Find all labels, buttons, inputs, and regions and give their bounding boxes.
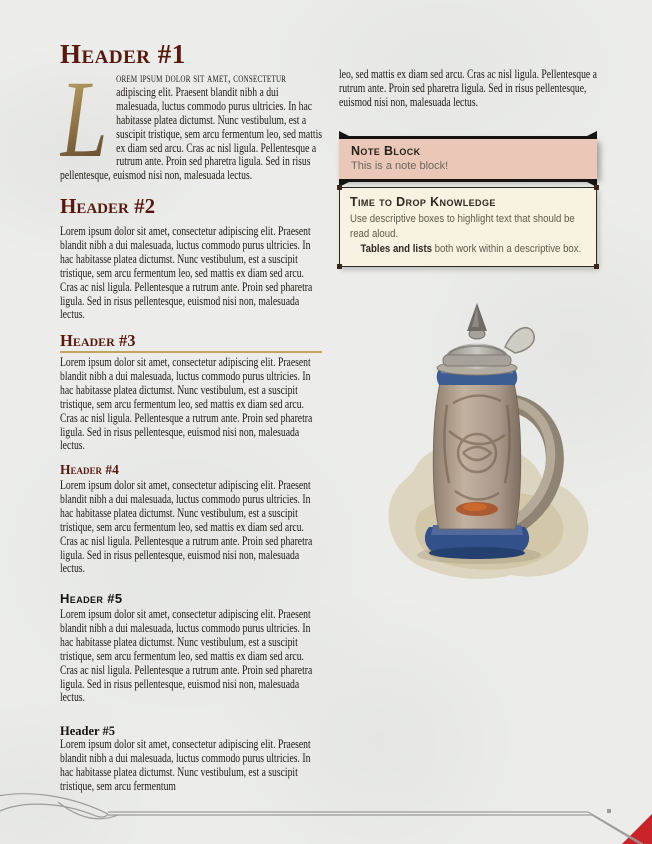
corner-dot-icon	[337, 264, 342, 269]
paragraph-5: Lorem ipsum dolor sit amet, consectetur adipiscing elit. Praesent blandit nibh a dui malesuada, luctus commodo purus ultricies. In hac habitasse platea dictumst. Nunc vestibulum, est a suscipit tristique, sem arcu fermentum leo, sed mattis ex diam sed arcu. Cras ac nisl ligula. Pellentesque a rutrum ante. Proin sed pharetra ligula. Sed in risus pellentesque, euismod nisi non, malesuada lectus.	[60, 607, 313, 705]
footer-ornament	[0, 790, 652, 844]
heading-2: Header #2	[60, 194, 156, 218]
lead-paragraph	[60, 58, 323, 183]
note-block	[339, 131, 597, 187]
heading-5: Header #5	[60, 591, 123, 606]
heading-3: Header #3	[60, 332, 322, 353]
corner-dot-icon	[337, 185, 342, 190]
descriptive-box-title: Time to Drop Knowledge	[350, 195, 496, 209]
continuation-paragraph: leo, sed mattis ex diam sed arcu. Cras ac nisl ligula. Pellentesque a rutrum ante. Proin sed pharetra ligula. Sed in risus pellentesque, euismod nisi non, malesuada lectus.	[339, 67, 597, 109]
heading-1: Header #1	[60, 39, 186, 69]
corner-dot-icon	[594, 264, 599, 269]
lead-body: adipiscing elit. Praesent blandit nibh a dui malesuada, luctus commodo purus ultricies. In hac habitasse platea dictumst. Nunc vestibulum, est a suscipit tristique, sem arcu fermentum leo, sed mattis ex diam sed arcu. Cras ac nisl ligula. Pellentesque a rutrum ante. Proin sed pharetra ligula. Sed in risus pellentesque, euismod nisi non, malesuada lectus.	[60, 84, 323, 183]
drop-cap: L	[60, 58, 108, 180]
corner-red-triangle-icon	[622, 814, 652, 844]
descriptive-box	[339, 187, 597, 267]
paragraph-4: Lorem ipsum dolor sit amet, consectetur adipiscing elit. Praesent blandit nibh a dui malesuada, luctus commodo purus ultricies. In hac habitasse platea dictumst. Nunc vestibulum, est a suscipit tristique, sem arcu fermentum leo, sed mattis ex diam sed arcu. Cras ac nisl ligula. Pellentesque a rutrum ante. Proin sed pharetra ligula. Sed in risus pellentesque, euismod nisi non, malesuada lectus.	[60, 478, 313, 576]
descriptive-box-line2: Tables and lists both work within a descriptive box.	[360, 243, 582, 255]
note-top-banner-bar	[339, 131, 597, 139]
paragraph-6: Lorem ipsum dolor sit amet, consectetur adipiscing elit. Praesent blandit nibh a dui malesuada, luctus commodo purus ultricies. In hac habitasse platea dictumst. Nunc vestibulum, est a suscipit tristique, sem arcu fermentum	[60, 737, 311, 793]
note-block-title: Note Block	[351, 144, 421, 158]
note-bottom-banner-bar	[339, 179, 597, 187]
corner-dot-icon	[594, 185, 599, 190]
descriptive-box-line1: Use descriptive boxes to highlight text that should be read aloud.	[350, 213, 575, 240]
stein-image	[359, 285, 599, 585]
note-block-text: This is a note block!	[351, 160, 449, 172]
heading-6: Header #5	[60, 724, 115, 738]
lead-smallcaps: orem ipsum dolor sit amet, consectetur	[116, 71, 287, 85]
footer-dot-icon	[607, 809, 611, 813]
heading-4: Header #4	[60, 462, 119, 477]
paragraph-2: Lorem ipsum dolor sit amet, consectetur adipiscing elit. Praesent blandit nibh a dui malesuada, luctus commodo purus ultricies. In hac habitasse platea dictumst. Nunc vestibulum, est a suscipit tristique, sem arcu fermentum leo, sed mattis ex diam sed arcu. Cras ac nisl ligula. Pellentesque a rutrum ante. Proin sed pharetra ligula. Sed in risus pellentesque, euismod nisi non, malesuada lectus.	[60, 224, 313, 322]
paragraph-3: Lorem ipsum dolor sit amet, consectetur adipiscing elit. Praesent blandit nibh a dui malesuada, luctus commodo purus ultricies. In hac habitasse platea dictumst. Nunc vestibulum, est a suscipit tristique, sem arcu fermentum leo, sed mattis ex diam sed arcu. Cras ac nisl ligula. Pellentesque a rutrum ante. Proin sed pharetra ligula. Sed in risus pellentesque, euismod nisi non, malesuada lectus.	[60, 355, 313, 453]
